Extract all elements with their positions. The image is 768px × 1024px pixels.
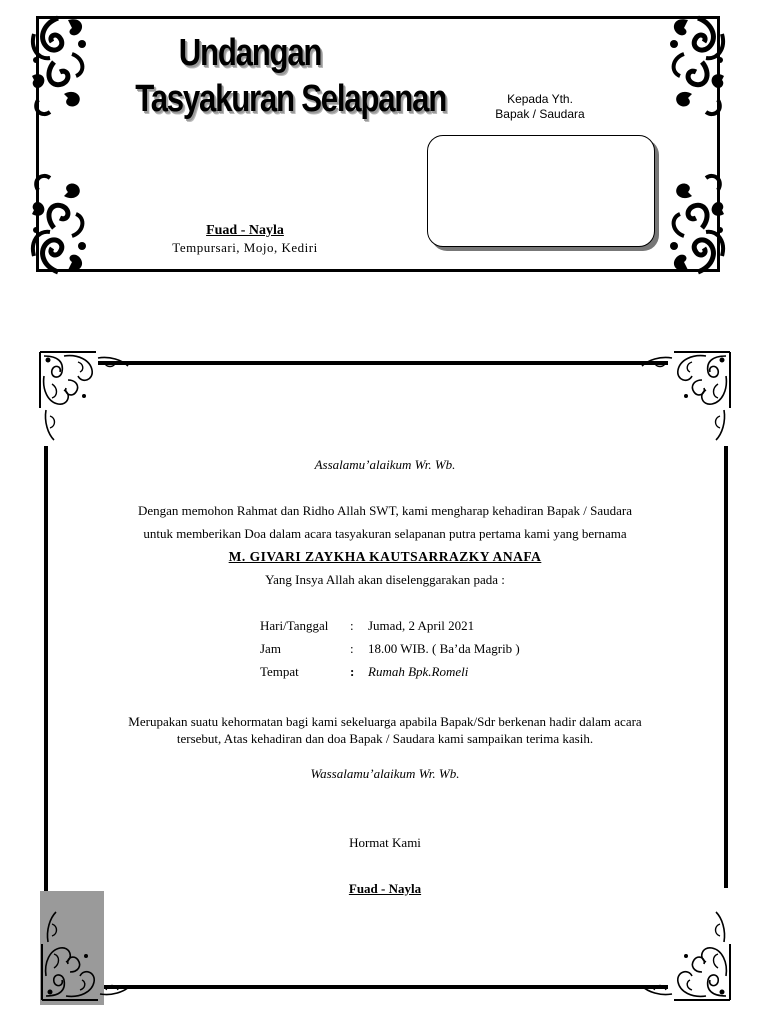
detail-label: Hari/Tanggal (260, 617, 329, 633)
child-name: M. GIVARI ZAYKHA KAUTSARRAZKY ANAFA (228, 549, 542, 564)
signature: Fuad - Nayla (348, 881, 422, 896)
sender-name: Fuad - Nayla (206, 223, 284, 238)
envelope-title-line2: Tasyakuran Selapanan (135, 78, 447, 120)
detail-value: Rumah Bpk.Romeli (368, 663, 469, 679)
filigree-top-right-icon (636, 350, 732, 446)
ornament-bottom-right-icon (666, 172, 728, 276)
detail-label: Tempat (260, 663, 299, 679)
filigree-top-left-icon (38, 350, 134, 446)
regards: Hormat Kami (349, 835, 421, 850)
sender-block (150, 222, 340, 256)
closing-line-1: Merupakan suatu kehormatan bagi kami sekeluarga apabila Bapak/Sdr berkenan hadir dalam acara (128, 714, 642, 729)
recipient-address-box (427, 135, 655, 247)
closing-line-2: tersebut, Atas kehadiran dan doa Bapak / Saudara kami sampaikan terima kasih. (176, 731, 594, 746)
envelope-title-line1: Undangan (178, 32, 322, 74)
detail-row-date (260, 614, 520, 637)
recipient-line1: Kepada Yth. (507, 92, 573, 106)
envelope-title (135, 30, 447, 122)
detail-colon: : (350, 640, 354, 656)
detail-colon: : (350, 617, 354, 633)
opening-line-1: Dengan memohon Rahmat dan Ridho Allah SWT, kami mengharap kehadiran Bapak / Saudara (138, 503, 632, 518)
detail-row-time (260, 637, 520, 660)
detail-label: Jam (260, 640, 281, 656)
detail-colon: : (350, 663, 355, 679)
recipient-line2: Bapak / Saudara (495, 107, 585, 121)
filigree-bottom-right-icon (636, 906, 732, 1002)
filigree-bottom-left-icon (40, 906, 136, 1002)
greeting: Assalamu’alaikum Wr. Wb. (314, 457, 456, 472)
ornament-top-right-icon (666, 14, 728, 118)
detail-row-place (260, 660, 520, 683)
opening-line-2: untuk memberikan Doa dalam acara tasyakuran selapanan putra pertama kami yang bernama (143, 526, 627, 541)
event-intro: Yang Insya Allah akan diselenggarakan pada : (265, 572, 505, 587)
farewell: Wassalamu’alaikum Wr. Wb. (310, 766, 460, 781)
ornament-bottom-left-icon (28, 172, 90, 276)
event-details (260, 614, 520, 683)
recipient-heading (470, 92, 610, 122)
ornament-top-left-icon (28, 14, 90, 118)
sender-address: Tempursari, Mojo, Kediri (172, 240, 318, 255)
detail-value: 18.00 WIB. ( Ba’da Magrib ) (368, 640, 520, 656)
detail-value: Jumad, 2 April 2021 (368, 617, 475, 633)
